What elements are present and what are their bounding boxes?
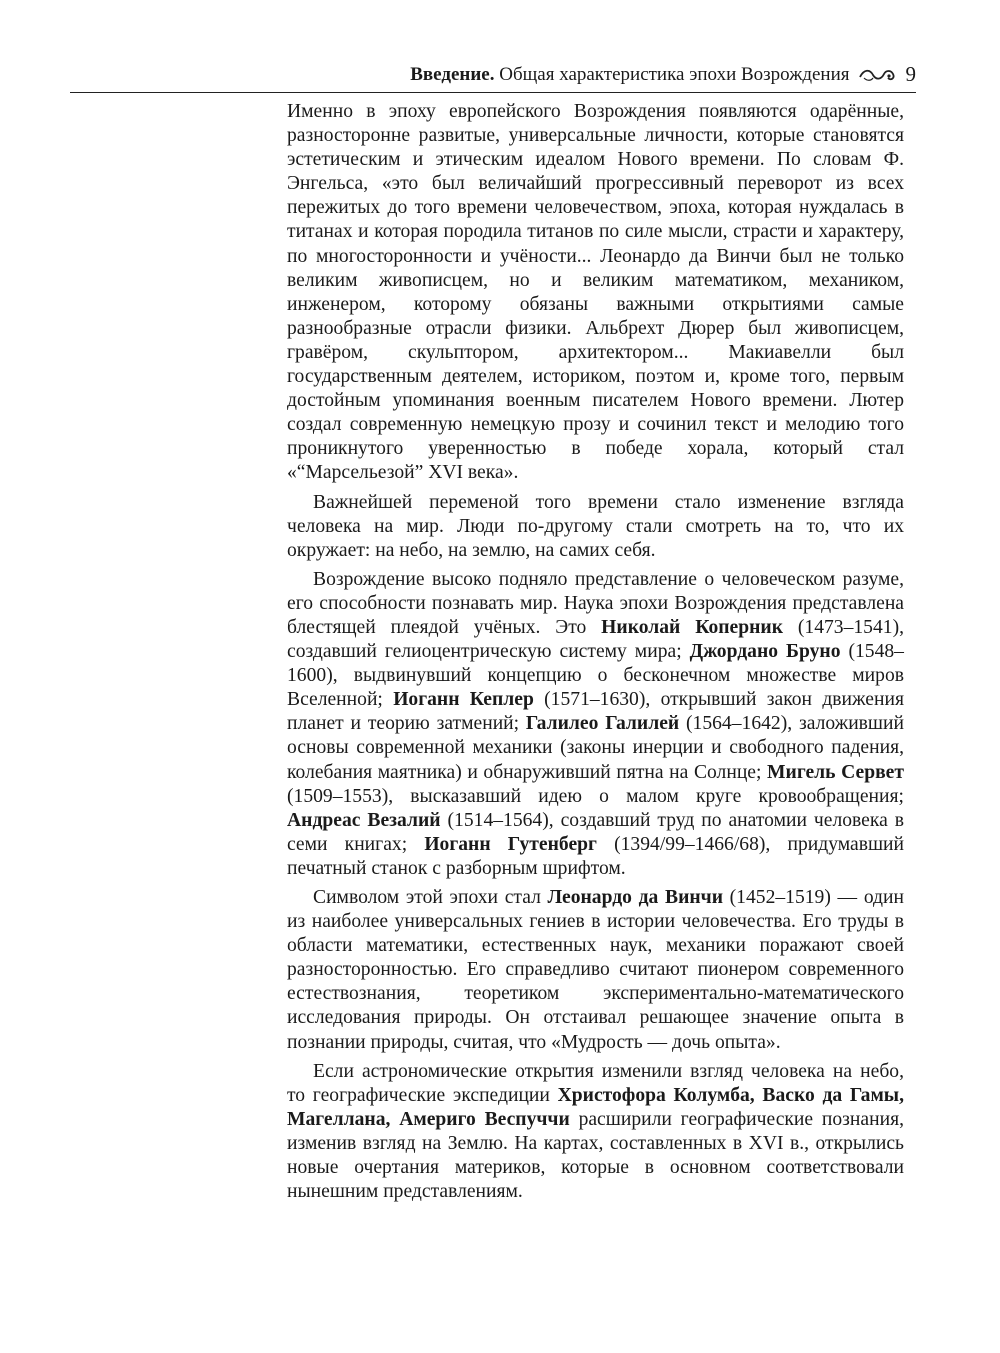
paragraph [287,886,904,1055]
header-row [410,62,916,87]
text-run: (1452–1519) — один из наиболее универсальных гениев в истории человечества. Его труды в области математики, естественных наук, механики поражают своей разносторонностью. Его справедливо считают пионером современного естествознания, теоретиком экспериментально-математического исследования природы. Он отстаивал решающее значение опыта в познании природы, считая, что «Мудрость — дочь опыта». [287,887,904,1053]
paragraph [287,568,904,881]
text-run: расширили географические познания, изменив взгляд на Землю. На картах, составленных в XVI в., открылись новые очертания материков, которые в основном соответствовали нынешним представлениям. [287,1108,904,1203]
body-text [287,100,904,1209]
header-title-rest: Общая характеристика эпохи Возрождения [494,63,850,85]
header-title-bold: Введение. [410,63,495,85]
paragraph [287,491,904,563]
text-run: (1473–1541), создавший гелиоцентрическую систему мира; [287,616,904,663]
header-title [410,64,849,86]
page-number: 9 [905,62,916,86]
text-run: (1514–1564), создавший труд по анатомии человека в семи книгах; [287,809,904,855]
paragraph [287,100,904,486]
bold-name: Мигель Сервет [767,761,904,783]
bold-name: Иоганн Гутенберг [424,833,597,855]
text-run: (1564–1642), заложивший основы современной механики (законы инерции и свободного падения, колебания маятника) и обнаруживший пятна на Солнце; [287,713,904,783]
text-run: Именно в эпоху европейского Возрождения появляются одарённые, разносторонне развитые, универсальные личности, которые становятся эстетическим и этическим идеалом Нового времени. По словам Ф. Энгельса, «это был величайший прогрессивный переворот из всех пережитых до того времени человечеством, эпоха, которая нуждалась в титанах и которая породила титанов по силе мысли, страсти и характеру, по многосторонности и учёности... Леонардо да Винчи был не только великим живописцем, но и великим математиком, механиком, инженером, которому обязаны важными открытиями самые разнообразные отрасли физики. Альбрехт Дюрер был живописцем, гравёром, скульптором, архитектором... Макиавелли был государственным деятелем, историком, поэтом и, кроме того, первым достойным упоминания военным писателем Нового времени. Лютер создал современную немецкую прозу и сочинил текст и мелодию того проникнутого уверенностью в победе хорала, который стал «“Марсельезой” XVI века». [287,101,904,484]
bold-name: Леонардо да Винчи [547,887,723,908]
text-run: Возрождение высоко подняло представление о человеческом разуме, его способности познавать мир. Наука эпохи Возрождения представлена блестящей плеядой учёных. Это [287,568,904,638]
text-run: (1571–1630), открывший закон движения планет и теорию затмений; [287,689,904,735]
running-header [70,62,916,93]
text-run: (1394/99–1466/68), придумавший печатный станок с разборным шрифтом. [287,833,905,879]
text-run: Важнейшей переменой того времени стало изменение взгляда человека на мир. Люди по-другому стали смотреть на то, что их окружает: на небо, на землю, на самих себя. [287,491,904,561]
text-run: Если астрономические открытия изменили взгляд человека на небо, то географические экспедиции [287,1060,904,1106]
text-run: (1509–1553), высказавший идею о малом круге кровообращения; [287,785,904,807]
bold-name: Николай Коперник [601,616,783,638]
bold-name: Иоганн Кеплер [393,689,534,711]
bold-name: Галилео Галилей [525,713,680,735]
bold-name: Андреас Везалий [287,809,441,831]
flourish-ornament-icon [858,66,898,84]
paragraph [287,1060,904,1205]
text-run: (1548–1600), выдвинувший концепцию о бесконечном множестве миров Вселенной; [287,641,904,711]
text-run: Символом этой эпохи стал [313,887,548,908]
bold-name: Христофора Колумба, Васко да Гамы, Магеллана, Америго Веспуччи [287,1084,904,1130]
bold-name: Джордано Бруно [689,641,841,663]
